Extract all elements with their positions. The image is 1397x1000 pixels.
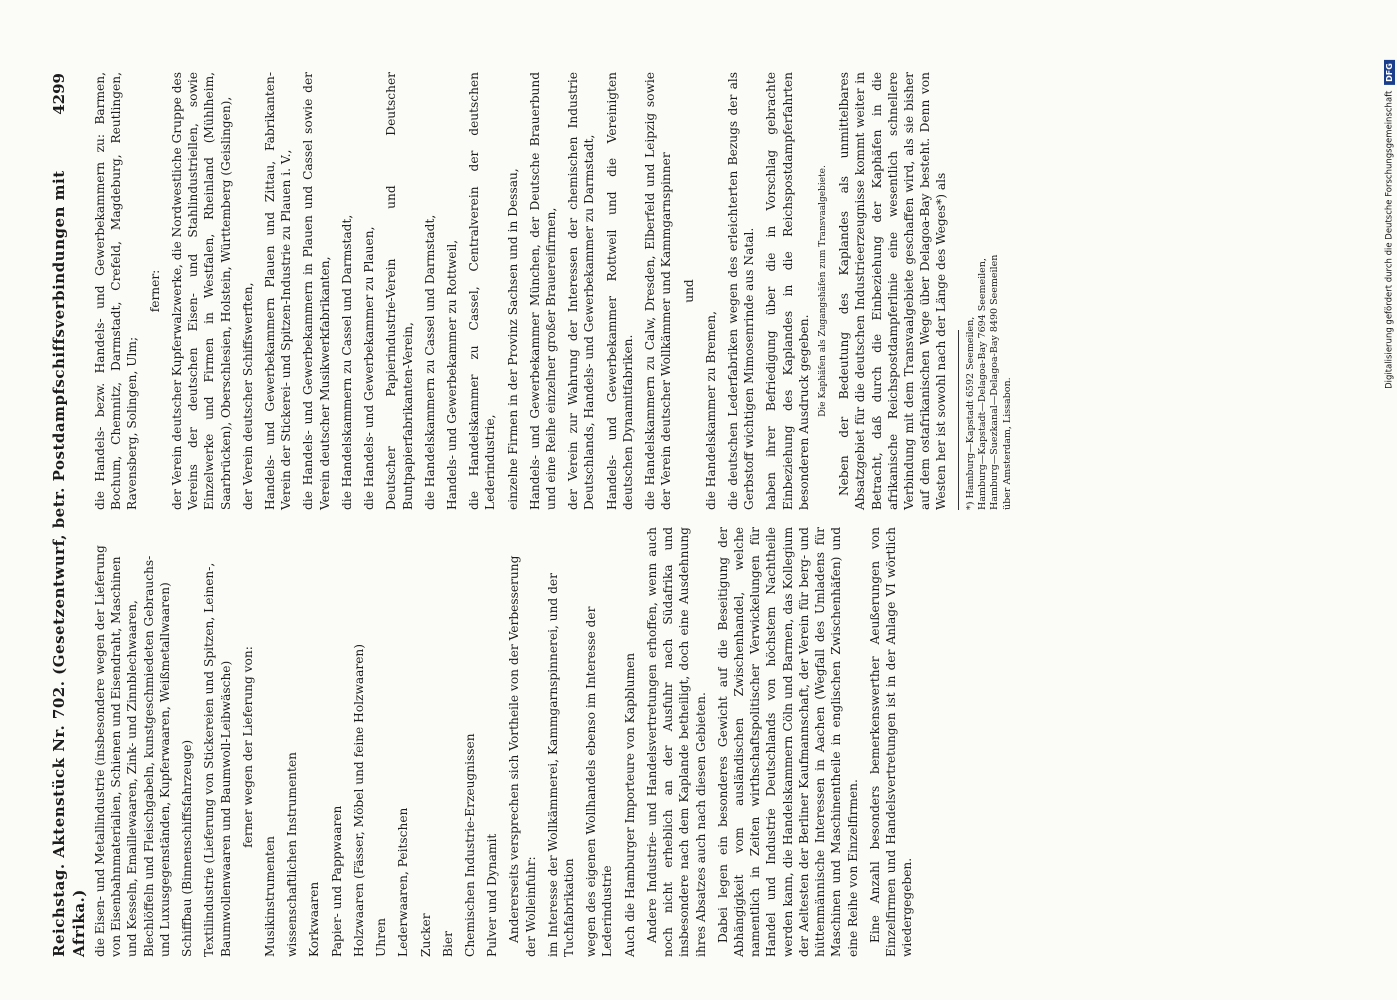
header-title: Reichstag. Aktenstück Nr. 702. (Gesetzentwurf, betr. Postdampfschiffsverbindungen mit Afrika.) (50, 170, 88, 957)
digitization-credit (1384, 60, 1395, 389)
industry-label: Uhren (374, 917, 389, 957)
paragraph: Andere Industrie- und Handelsvertretungen erhoffen, wenn auch noch nicht erheblich an der Ausfuhr nach Südafrika und insbesondere nach dem Kaplande betheiligt, doch eine Ausdehnung ihres Absatzes auch nach diesen Gebieten. (644, 527, 708, 957)
industry-label: Bier (440, 931, 455, 957)
footnote-line: Hamburg—Kapstadt—Delagoa-Bay 7694 Seemeilen, (976, 258, 988, 510)
list-item (329, 527, 345, 957)
industry-label: Korkwaaren (307, 881, 322, 957)
list-item (440, 527, 456, 957)
footnote-divider (958, 330, 959, 510)
supporter-block: haben ihrer Befriedigung über die in Vorschlag gebrachte Einbeziehung des Kaplandes in die Reichspostdampferfahrten besonderen Ausdruck gegeben. (764, 72, 811, 510)
industry-label: Lederwaaren, Peitschen (396, 807, 411, 957)
industry-label: die Eisen- und Metallindustrie (insbesondere wegen der Lieferung von Eisenbahnmaterialien, Schienen und Eisendraht, Maschinen und Kesseln, Emaillewaaren, Zink- und Zinnblechwaaren, Blechlöffeln und Fleischgabeln, kunstgeschmiedeten Gebrauchs- und Luxusgegenständen, Kupferwaaren, Weißmetallwaaren) (93, 545, 172, 957)
industry-label: Andererseits versprechen sich Vortheile von der Verbesserung der Wolleinfuhr: (507, 555, 538, 957)
supporter-block: die Handelskammern zu Calw, Dresden, Elberfeld und Leipzig sowie der Verein deutscher Wollkämmer und Kammgarnspinner (643, 72, 674, 510)
supporter-block: und (681, 279, 696, 303)
list-item (545, 527, 577, 957)
list-item (373, 527, 389, 957)
industry-label: Papier- und Pappwaaren (329, 805, 344, 957)
supporter-block: der Verein deutscher Schiffswerften, (240, 282, 255, 510)
supporter-block: Handels- und Gewerbekammer München, der Deutsche Brauerbund und eine Reihe einzelner großer Brauereifirmen, (527, 72, 559, 510)
list-item (179, 527, 195, 957)
list-item (262, 527, 278, 957)
dfg-logo: DFG (1384, 60, 1395, 85)
supporter-block: der Verein deutscher Kupferwalzwerke, die Nordwestliche Gruppe des Vereins der deutschen Eisen- und Stahlindustriellen, sowie Einzelwerke und Firmen in Westfalen, Rheinland (Mühlheim, Saarbrücken), Oberschlesien, Holstein, Württemberg (Geislingen), (169, 72, 233, 510)
paragraph: Eine Anzahl besonders bemerkenswerther Aeußerungen von Einzelfirmen und Handelsvertretungen ist in der Anlage VI wörtlich wiedergegeben. (867, 527, 915, 957)
footnote-line: über Amsterdam, Lissabon. (1001, 377, 1013, 510)
supporter-block: Handels- und Gewerbekammern Plauen und Zittau, Fabrikanten-Verein der Stickerei- und Spitzen-Industrie zu Plauen i. V., (262, 72, 294, 510)
supporter-block: die Handelskammer zu Cassel, Centralverein der deutschen Lederindustrie, (467, 72, 498, 510)
supporter-block: die Handels- bezw. Handels- und Gewerbekammern zu: Barmen, Bochum, Chemnitz, Darmstadt, Crefeld, Magdeburg, Reutlingen, Ravensberg, Solingen, Ulm; (93, 72, 140, 510)
list-item (484, 527, 500, 957)
supporter-block: die Handelskammern zu Cassel und Darmstadt, (339, 214, 354, 510)
footnote (965, 72, 1014, 510)
industry-label: Schiffbau (Binnenschiffsfahrzeuge) (180, 739, 195, 957)
paragraph: Neben der Bedeutung des Kaplandes als unmittelbares Absatzgebiet für die deutschen Industrieerzeugnisse kommt weiter in Betracht, daß durch die Einbeziehung der Kaphäfen in die afrikanische Reichspostdampferlinie eine wesentlich schnellere Verbindung mit dem Transvaalgebiete geschaffen wird, als sie bisher auf dem ostafrikanischen Wege über Delagoa-Bay besteht. Denn von Westen her ist sowohl nach der Länge des Weges*) als (837, 72, 949, 510)
industry-label: im Interesse der Wollkämmerei, Kammgarnspinnerei, und der Tuchfabrikation (545, 573, 577, 957)
running-head (50, 65, 90, 965)
supporter-block: die deutschen Lederfabriken wegen des erleichterten Bezugs der als Gerbstoff wichtigen Mimosenrinde aus Natal. (726, 72, 757, 510)
supporter-block: die Handels- und Gewerbekammern in Plauen und Cassel sowie der Verein deutscher Musikwerkfabrikanten, (301, 72, 332, 510)
footnote-line: *) Hamburg—Kapstadt 6592 Seemeilen, (964, 316, 976, 510)
list-item (462, 527, 478, 957)
left-rows (92, 527, 638, 957)
industry-label: Textilindustrie (Lieferung von Stickereien und Spitzen, Leinen-, Baumwollenwaaren und Baumwoll-Leibwäsche) (202, 562, 233, 957)
supporter-block: die Handelskammern zu Cassel und Darmstadt, (422, 214, 437, 510)
list-item (622, 527, 638, 957)
supporter-block: Handels- und Gewerbekammer Rottweil und die Vereinigten deutschen Dynamitfabriken. (604, 72, 635, 510)
list-item (418, 527, 434, 957)
industry-label: Auch die Hamburger Importeure von Kapblumen (622, 652, 637, 957)
supporter-block: der Verein zur Wahrung der Interessen der chemischen Industrie Deutschlands, Handels- und Gewerbekammer zu Darmstadt, (566, 72, 597, 510)
industry-label: Holzwaaren (Fässer, Möbel und feine Holzwaaren) (351, 643, 366, 957)
list-item (284, 527, 300, 957)
industry-label: Chemischen Industrie-Erzeugnissen (462, 733, 477, 957)
list-item (351, 527, 367, 957)
footnote-line: Hamburg—Suezkanal—Delagoa-Bay 8490 Seemeilen (989, 254, 1001, 510)
list-item (201, 527, 233, 957)
list-item (395, 527, 411, 957)
industry-label: Zucker (418, 913, 433, 957)
rotated-page (50, 65, 1300, 965)
supporter-block: einzelne Firmen in der Provinz Sachsen und in Dessau, (505, 168, 520, 510)
industry-label: ferner wegen der Lieferung von: (240, 646, 255, 848)
supporter-block: Deutscher Papierindustrie-Verein und Deutscher Buntpapierfabrikanten-Verein, (384, 72, 415, 510)
paragraph: Dabei legen ein besonderes Gewicht auf die Beseitigung der Abhängigkeit vom ausländischen Zwischenhandel, welche namentlich in Zeiten wirthschaftspolitischer Verwickelungen für Handel und Industrie Deutschlands von höchstem Nachtheile werden kann, die Handelskammern Cöln und Barmen, das Kollegium der Aeltesten der Berliner Kaufmannschaft, der Verein für berg- und hüttenmännische Interessen in Aachen (Wegfall des Umladens für Maschinen und Maschinentheile in englischen Zwischenhäfen) und eine Reihe von Einzelfirmen. (715, 527, 860, 957)
supporter-block: die Handelskammer zu Bremen, (703, 310, 718, 510)
supporter-block: Handels- und Gewerbekammer zu Rottweil, (444, 239, 459, 510)
industry-label: wissenschaftlichen Instrumenten (285, 752, 300, 957)
section-heading: Die Kaphäfen als Zugangshäfen zum Transvaalgebiete. (818, 165, 829, 417)
list-item (506, 527, 538, 957)
page-number: 4299 (50, 73, 68, 115)
industry-label: Musikinstrumenten (262, 835, 277, 957)
list-item (583, 527, 615, 957)
industry-label: wegen des eigenen Wollhandels ebenso im Interesse der Lederindustrie (584, 606, 615, 957)
list-item (92, 527, 173, 957)
list-item (240, 527, 256, 957)
supporter-block: ferner: (147, 269, 162, 313)
right-column (92, 72, 1014, 510)
credit-text: Digitalisierung gefördert durch die Deutsche Forschungsgemeinschaft (1384, 90, 1395, 389)
list-item (306, 527, 322, 957)
left-column (92, 527, 921, 957)
industry-label: Pulver und Dynamit (485, 833, 500, 957)
supporter-block: die Handels- und Gewerbekammer zu Plauen, (362, 226, 377, 510)
